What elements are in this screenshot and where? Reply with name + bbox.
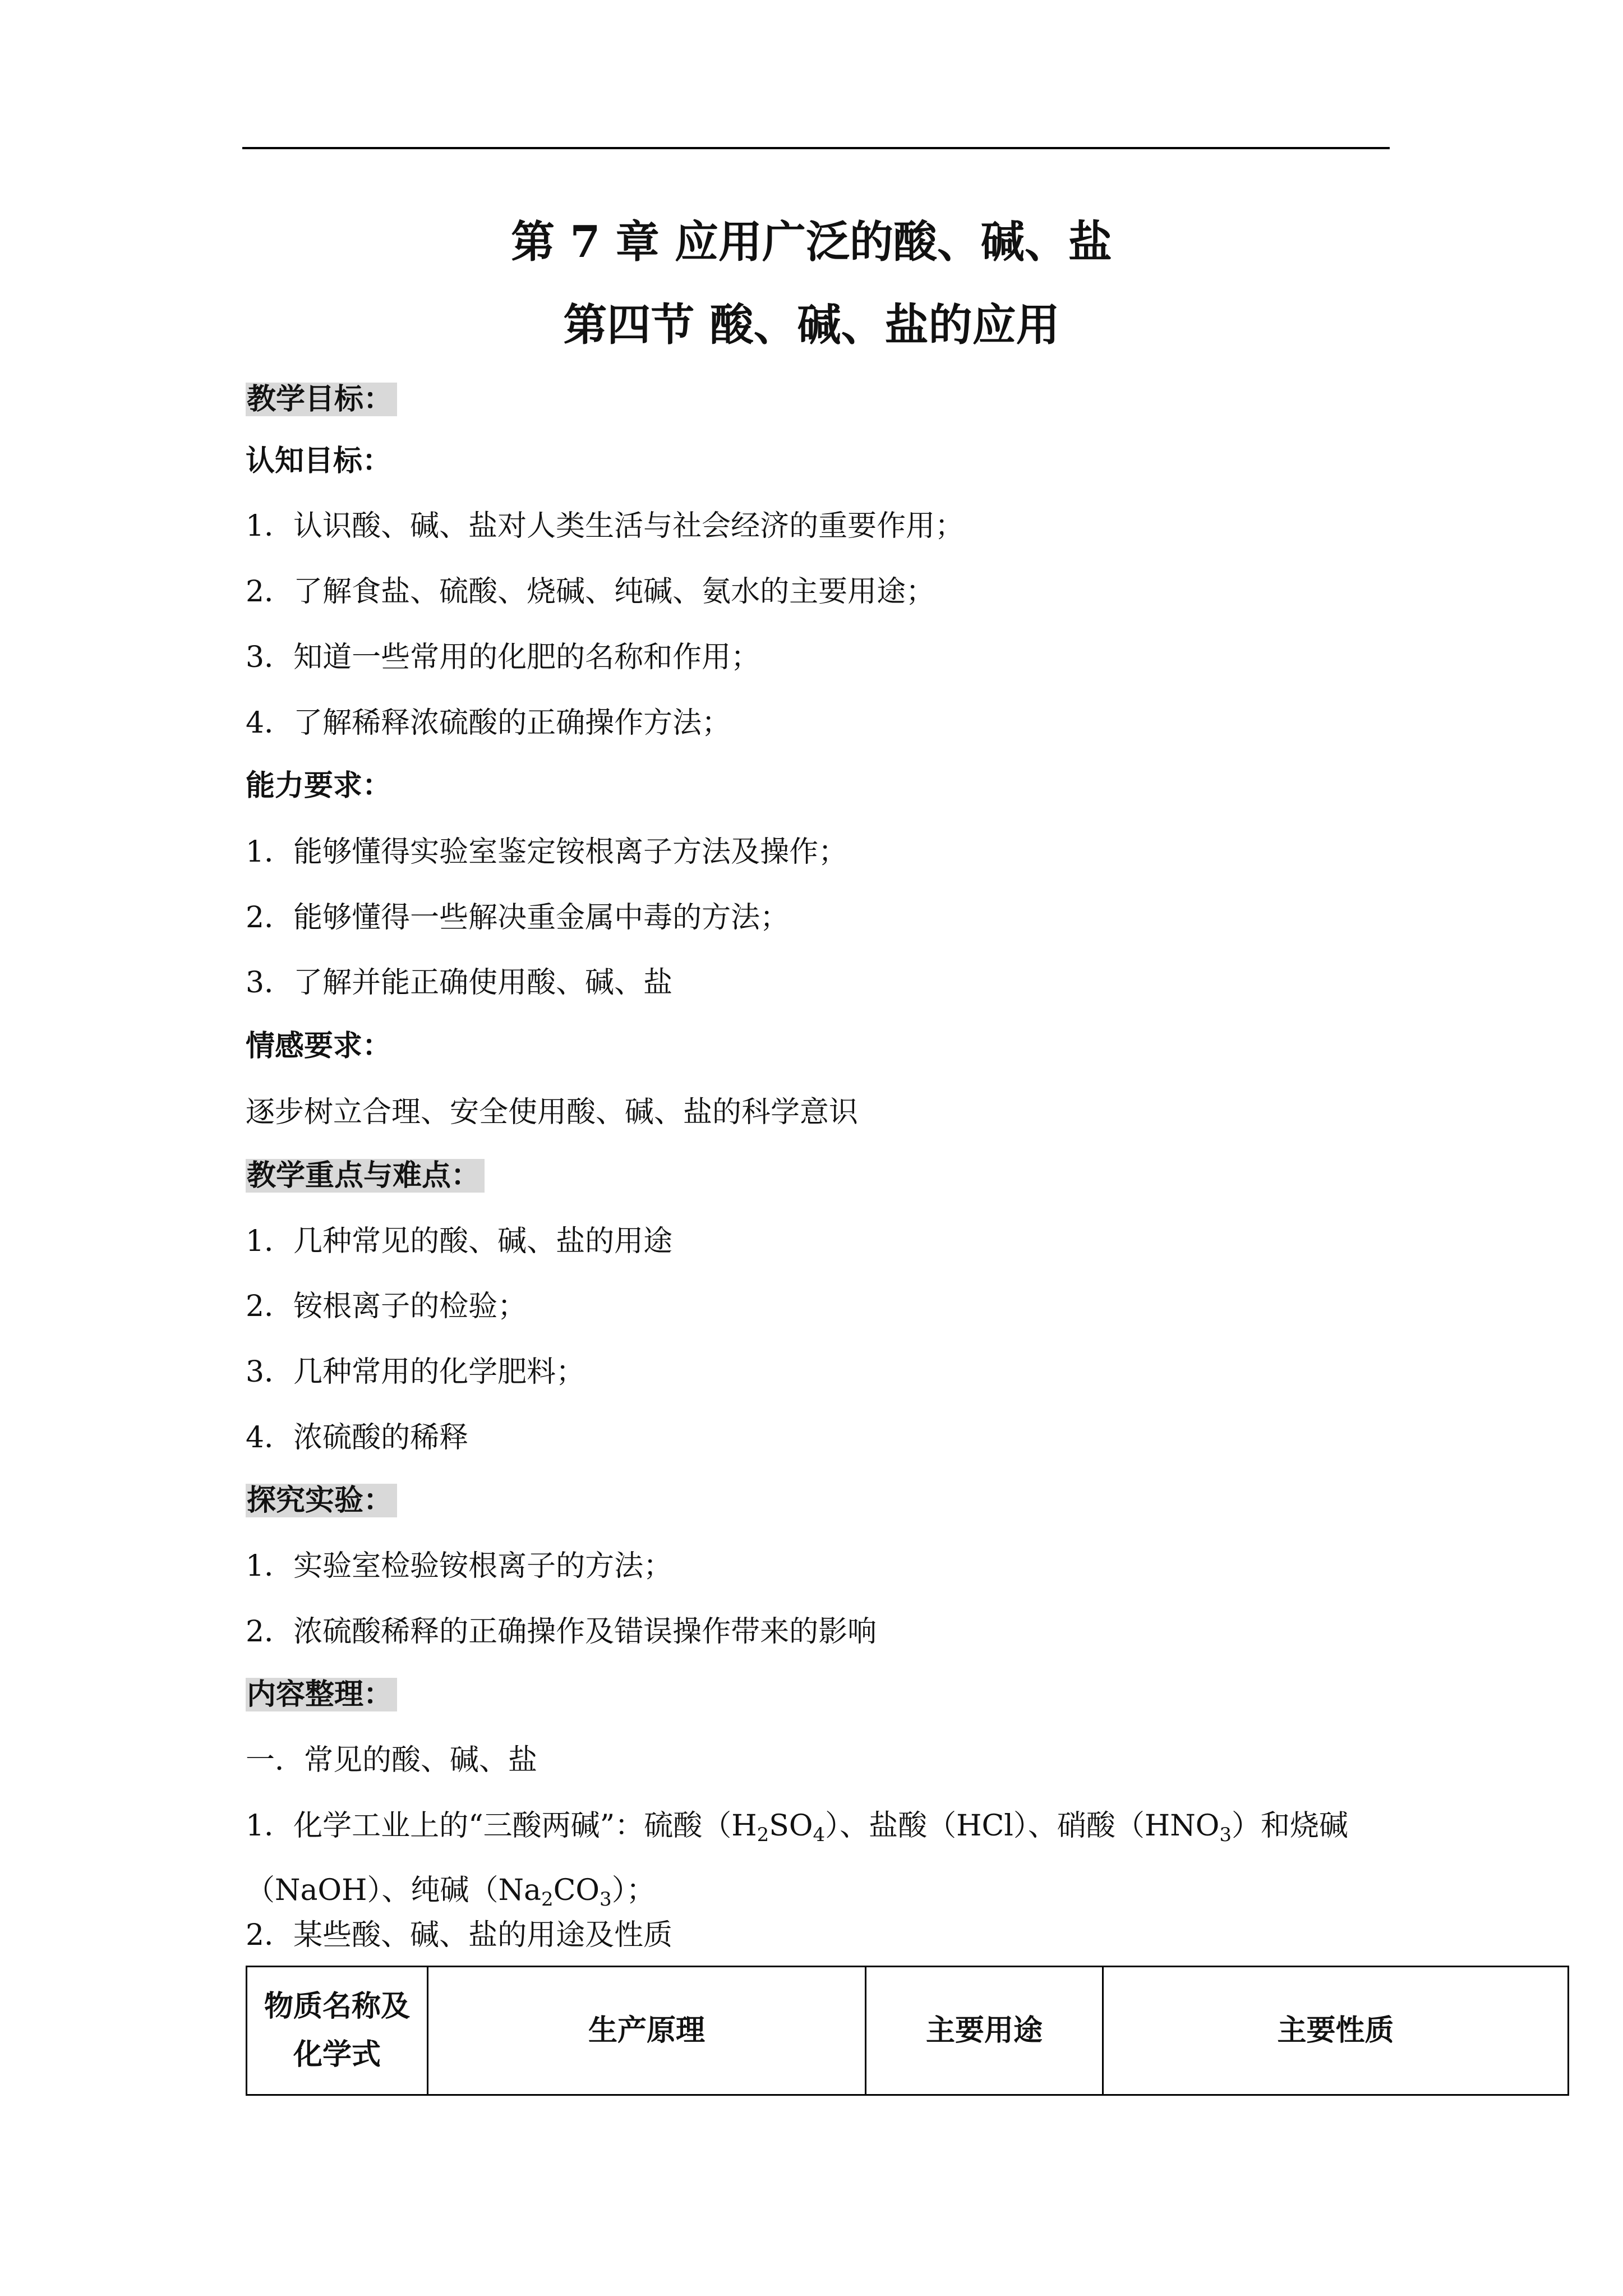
table-header-properties: 主要性质 (1103, 1967, 1569, 2095)
ability-item-3: 3．了解并能正确使用酸、碱、盐 (246, 966, 673, 1000)
content-item-2: 2．某些酸、碱、盐的用途及性质 (246, 1918, 673, 1952)
key-point-1: 1．几种常见的酸、碱、盐的用途 (246, 1225, 673, 1258)
cognitive-item-3: 3．知道一些常用的化肥的名称和作用； (246, 641, 760, 674)
cognitive-item-4: 4．了解稀释浓硫酸的正确操作方法； (246, 706, 731, 740)
objectives-heading: 教学目标： (246, 374, 397, 425)
three-acids-line-1: 1．化学工业上的“三酸两碱”：硫酸$(H_2SO_4)$、盐酸（HCl）、硝酸$(HNO_3)$和烧碱 (246, 1809, 1349, 1846)
table-header-row (247, 1967, 1569, 2095)
table-header-production: 生产原理 (428, 1967, 866, 2095)
header-rule (242, 147, 1390, 149)
key-point-2: 2．铵根离子的检验； (246, 1290, 527, 1323)
cognitive-heading: 认知目标： (246, 444, 392, 478)
experiment-2: 2．浓硫酸稀释的正确操作及错误操作带来的影响 (246, 1615, 877, 1649)
table-header-uses: 主要用途 (866, 1967, 1103, 2095)
table-header-substance: 物质名称及 化学式 (247, 1967, 428, 2095)
cognitive-item-1: 1．认识酸、碱、盐对人类生活与社会经济的重要作用； (246, 509, 965, 543)
experiment-1: 1．实验室检验铵根离子的方法； (246, 1549, 673, 1583)
key-point-4: 4．浓硫酸的稀释 (246, 1421, 469, 1455)
key-point-3: 3．几种常用的化学肥料； (246, 1355, 585, 1389)
section-title: 第四节 酸、碱、盐的应用 (563, 300, 1060, 351)
content-heading: 内容整理： (246, 1669, 397, 1720)
cognitive-item-2: 2．了解食盐、硫酸、烧碱、纯碱、氨水的主要用途； (246, 575, 935, 609)
emotion-heading: 情感要求： (246, 1029, 392, 1063)
ability-heading: 能力要求： (246, 769, 392, 803)
properties-table (246, 1966, 1569, 2096)
three-acids-line-2: （NaOH）、纯碱$(Na_2CO_3)$； (246, 1874, 656, 1911)
ability-item-2: 2．能够懂得一些解决重金属中毒的方法； (246, 901, 790, 935)
chapter-title: 第 7 章 应用广泛的酸、碱、盐 (511, 217, 1112, 268)
ability-item-1: 1．能够懂得实验室鉴定铵根离子方法及操作； (246, 835, 848, 869)
key-points-heading: 教学重点与难点： (246, 1151, 485, 1201)
emotion-item-1: 逐步树立合理、安全使用酸、碱、盐的科学意识 (246, 1096, 859, 1129)
content-subheading-1: 一．常见的酸、碱、盐 (246, 1743, 538, 1777)
experiments-heading: 探究实验： (246, 1475, 397, 1526)
